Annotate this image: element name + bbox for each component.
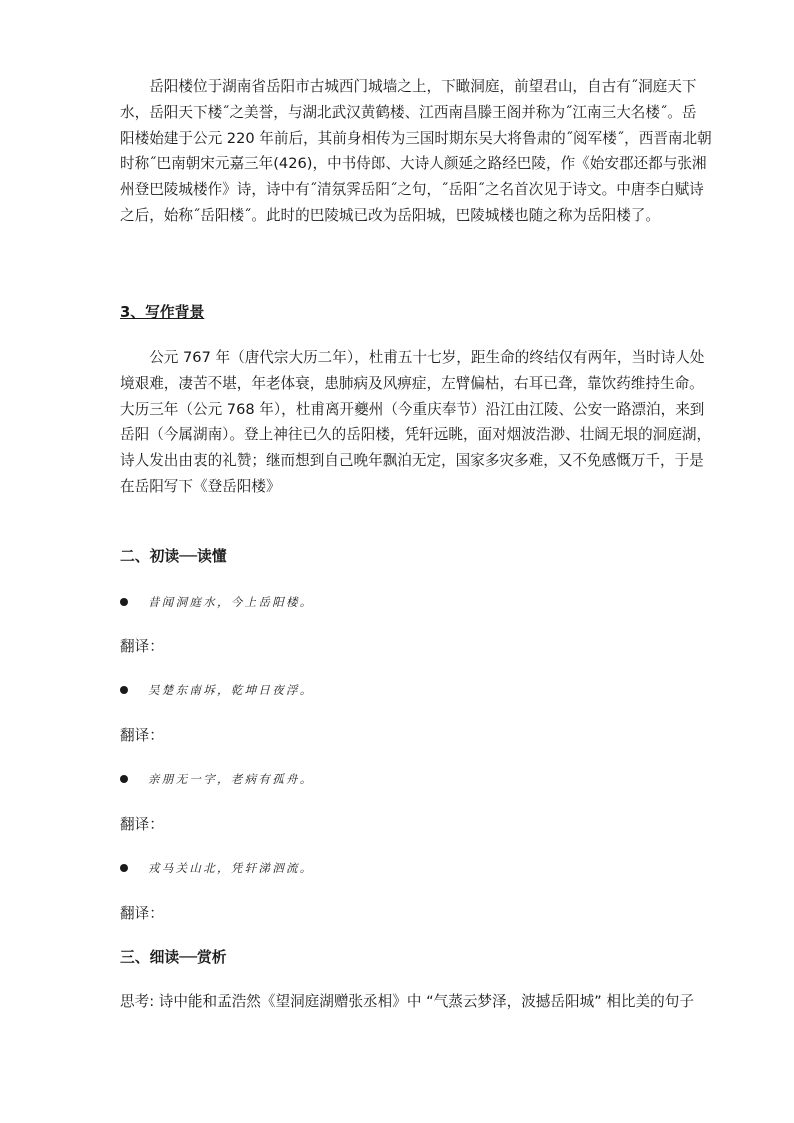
background-line: 公元 767 年（唐代宗大历二年），杜甫五十七岁，距生命的终结仅有两年，当时诗人处 xyxy=(120,349,705,366)
section-heading-close-read: 三、细读──赏析 xyxy=(120,949,227,966)
verse-text: 戎马关山北，凭轩涕泗流。 xyxy=(148,861,314,875)
background-line: 大历三年（公元 768 年），杜甫离开夔州（今重庆奉节）沿江由江陵、公安一路漂泊，来到 xyxy=(120,400,705,418)
background-line: 岳阳（今属湖南）。登上神往已久的岳阳楼，凭轩远眺，面对烟波浩渺、壮阔无垠的洞庭湖， xyxy=(120,426,712,444)
bullet-icon xyxy=(120,775,128,783)
translation-label: 翻译： xyxy=(120,816,164,833)
background-paragraph xyxy=(120,345,712,500)
section-heading-text: 3、写作背景 xyxy=(120,304,205,321)
intro-line: 阳楼始建于公元 220 年前后，其前身相传为三国时期东吴大将鲁肃的˝阅军楼˝，西晋南北朝 xyxy=(120,129,712,147)
verse-text: 亲朋无一字，老病有孤舟。 xyxy=(148,772,314,786)
verse-text: 昔闻洞庭水，今上岳阳楼。 xyxy=(148,595,314,609)
think-question: 思考: 诗中能和孟浩然《望洞庭湖赠张丞相》中 “气蒸云梦泽，波撼岳阳城” 相比美的句子 xyxy=(120,993,694,1010)
bullet-icon xyxy=(120,864,128,872)
bullet-icon xyxy=(120,686,128,694)
intro-line: 水，岳阳天下楼˝之美誉，与湖北武汉黄鹤楼、江西南昌滕王阁并称为˝江南三大名楼˝。岳 xyxy=(120,103,697,121)
background-line: 境艰难，凄苦不堪，年老体衰，患肺病及风痹症，左臂偏枯，右耳已聋，靠饮药维持生命。 xyxy=(120,374,704,392)
verse-text: 吴楚东南坼，乾坤日夜浮。 xyxy=(148,683,314,697)
bullet-icon xyxy=(120,598,128,606)
intro-line: 时称˝巴南朝宋元嘉三年(426)，中书侍郎、大诗人颜延之路经巴陵，作《始安郡还都与张湘 xyxy=(120,155,707,173)
translation-label: 翻译： xyxy=(120,727,164,744)
translation-label: 翻译： xyxy=(120,638,164,655)
background-line: 在岳阳写下《登岳阳楼》 xyxy=(120,477,281,495)
intro-line: 之后，始称˝岳阳楼˝。此时的巴陵城已改为岳阳城，巴陵城楼也随之称为岳阳楼了。 xyxy=(120,206,660,224)
background-line: 诗人发出由衷的礼赞；继而想到自己晚年飘泊无定，国家多灾多难，又不免感慨万千，于是 xyxy=(120,452,704,470)
section-heading-background xyxy=(120,303,204,323)
intro-line: 岳阳楼位于湖南省岳阳市古城西门城墙之上，下瞰洞庭，前望君山，自古有˝洞庭天下 xyxy=(120,78,697,95)
intro-paragraph xyxy=(120,74,712,229)
translation-label: 翻译： xyxy=(120,905,164,922)
intro-line: 州登巴陵城楼作》诗，诗中有˝清氛霁岳阳˝之句，˝岳阳˝之名首次见于诗文。中唐李白赋诗 xyxy=(120,181,704,199)
section-heading-first-read: 二、初读──读懂 xyxy=(120,548,227,565)
